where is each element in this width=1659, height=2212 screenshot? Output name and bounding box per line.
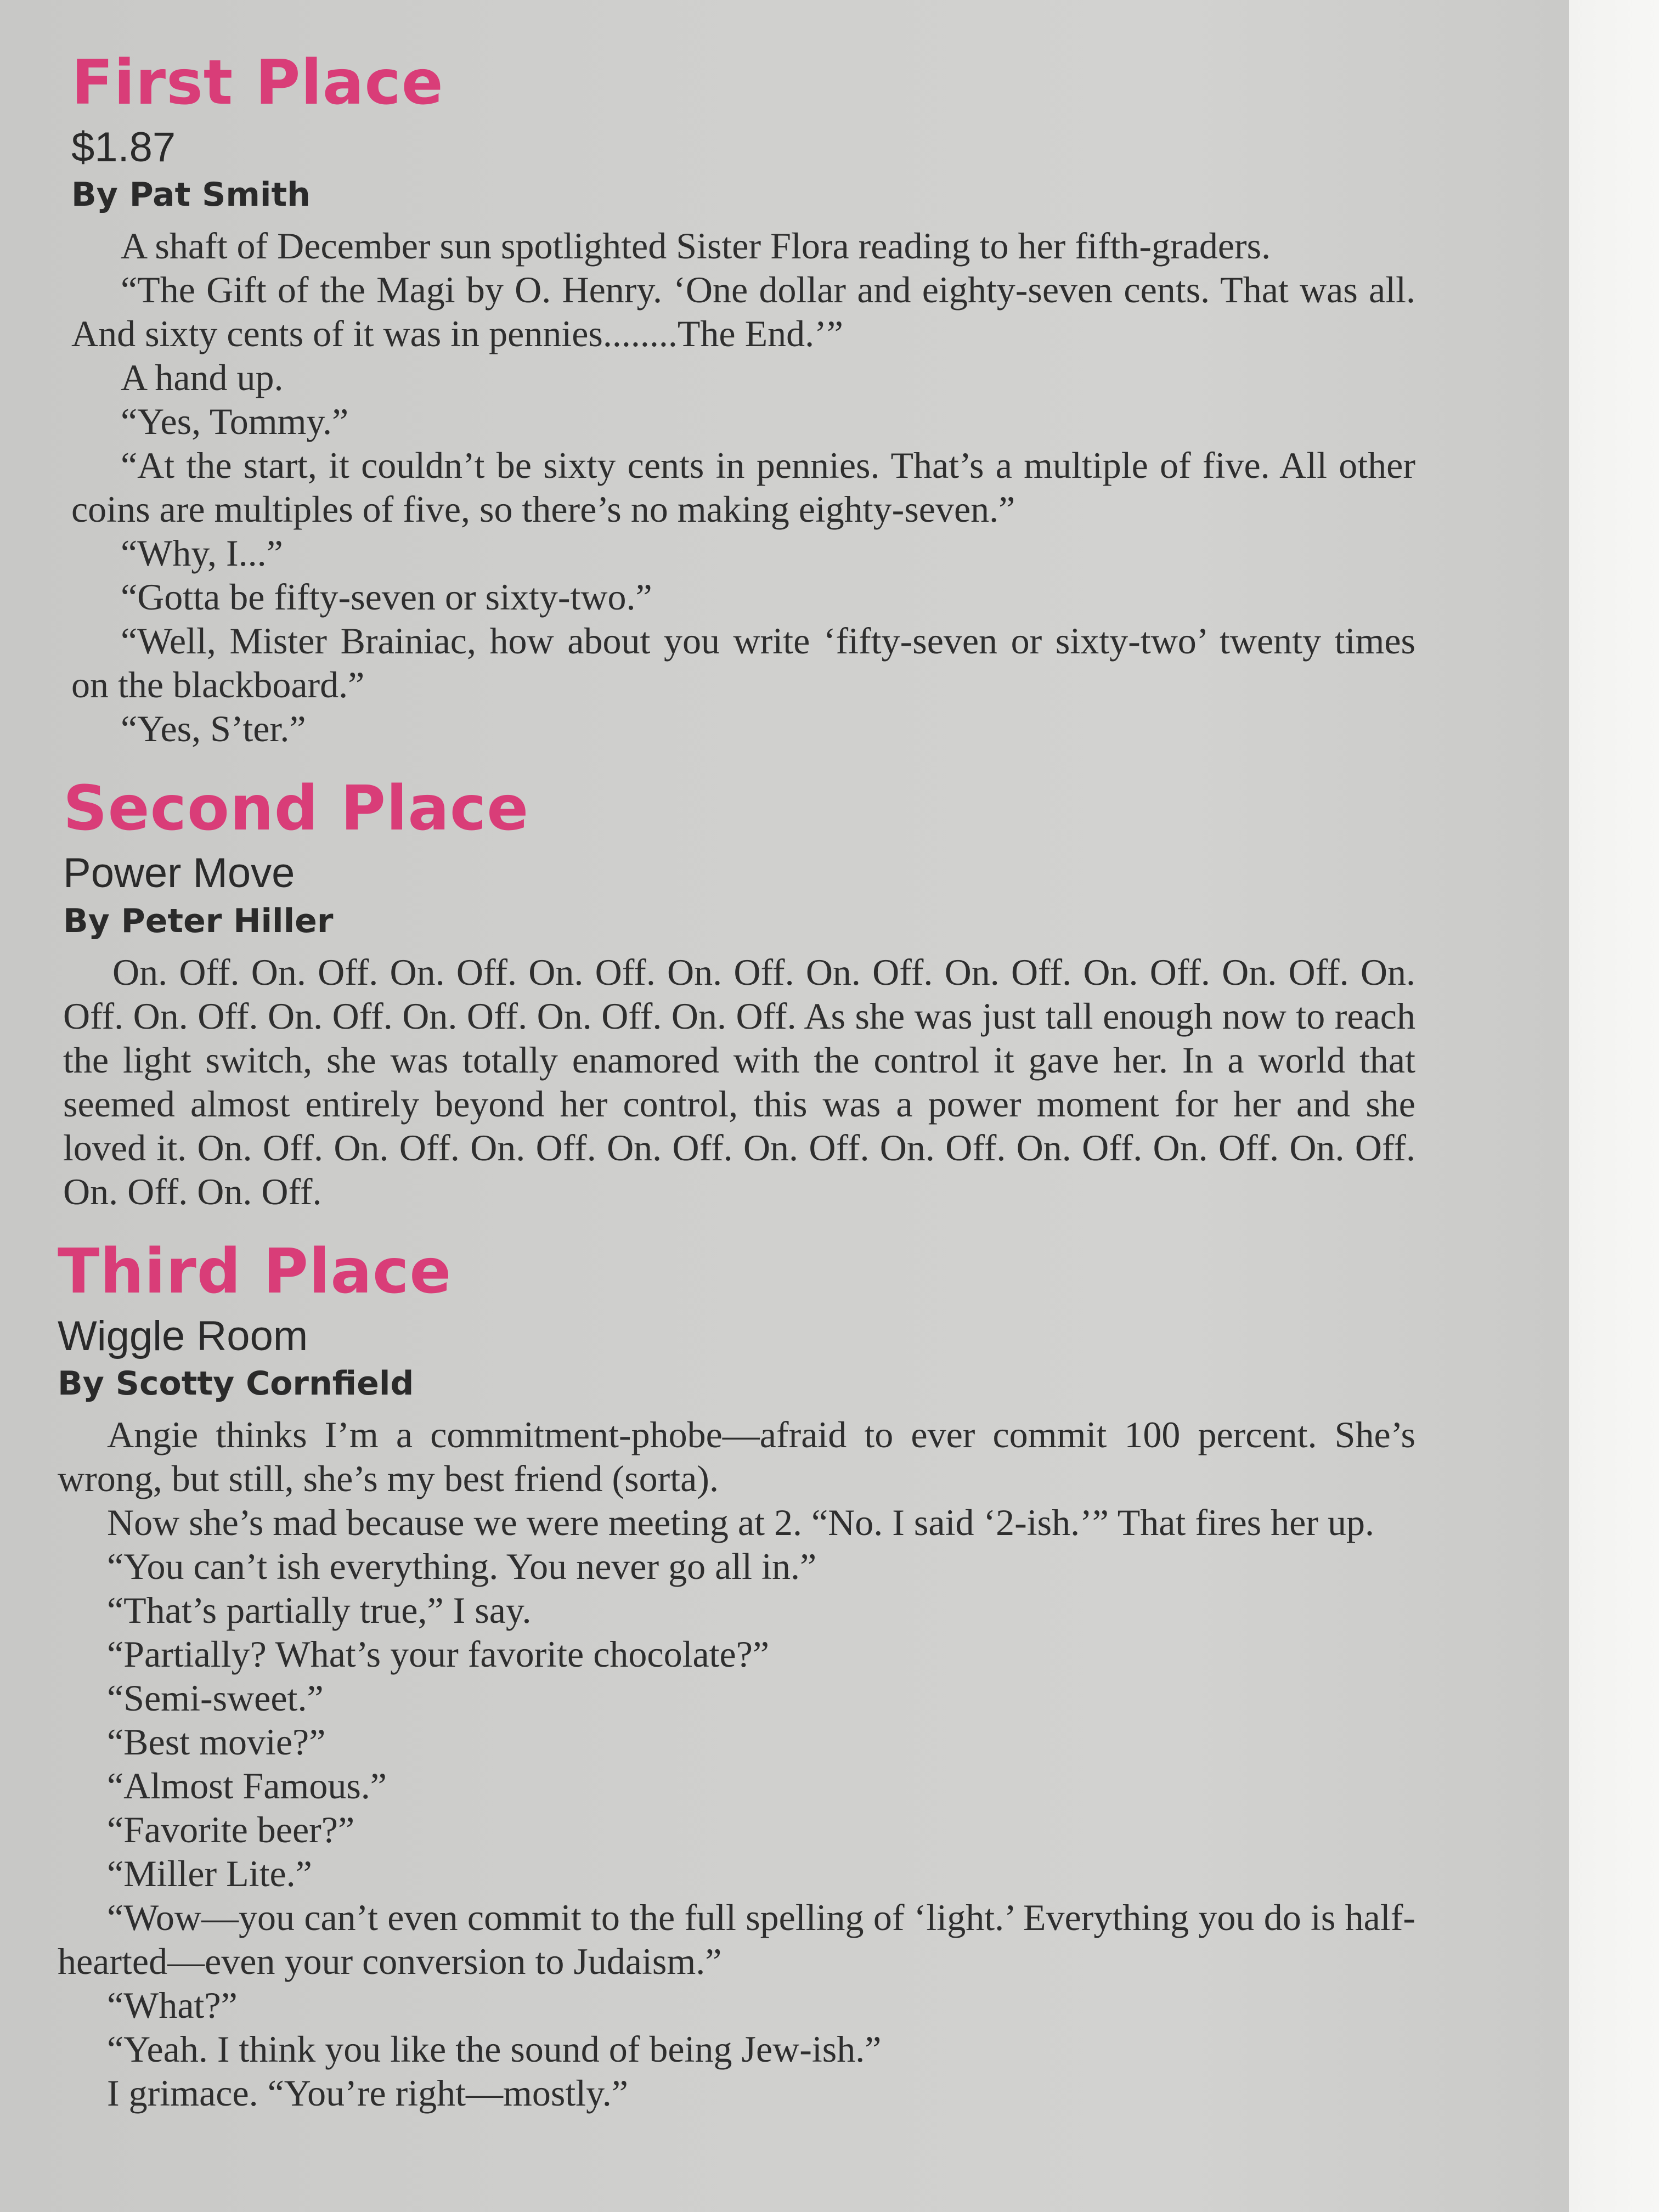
place-heading: First Place <box>71 47 444 119</box>
story-author: By Scotty Cornfield <box>58 1364 414 1403</box>
story-first-place <box>71 47 1415 751</box>
paragraph: Angie thinks I’m a commitment-phobe—afraid to ever commit 100 percent. She’s wrong, but still, she’s my best friend (sorta). <box>58 1414 1415 1500</box>
paragraph: “Yes, Tommy.” <box>121 400 349 443</box>
paragraph: “The Gift of the Magi by O. Henry. ‘One dollar and eighty-seven cents. That was all. And sixty cents of it was in pennies........The End.’” <box>71 269 1415 355</box>
story-author: By Peter Hiller <box>63 901 334 940</box>
page-edge <box>1569 0 1659 2212</box>
paragraph: Now she’s mad because we were meeting at 2. “No. I said ‘2-ish.’” That fires her up. <box>107 1502 1374 1544</box>
paragraph: “Almost Famous.” <box>107 1765 387 1807</box>
story-second-place <box>63 773 1415 1213</box>
story-body <box>71 224 1415 751</box>
story-title: $1.87 <box>71 124 176 171</box>
paragraph: “Well, Mister Brainiac, how about you write ‘fifty-seven or sixty-two’ twenty times on the blackboard.” <box>71 620 1415 706</box>
place-heading: Third Place <box>58 1235 452 1307</box>
paragraph: “Why, I...” <box>121 532 283 574</box>
story-title: Wiggle Room <box>58 1312 308 1359</box>
paragraph: “You can’t ish everything. You never go all in.” <box>107 1545 817 1588</box>
paragraph: “Semi-sweet.” <box>107 1677 324 1719</box>
paragraph: “Best movie?” <box>107 1721 326 1763</box>
paragraph: “Yes, S’ter.” <box>121 708 306 750</box>
story-body <box>58 1413 1415 2115</box>
story-third-place <box>58 1235 1415 2115</box>
contest-results-column <box>58 47 1415 2142</box>
paragraph: “That’s partially true,” I say. <box>107 1589 532 1632</box>
story-author: By Pat Smith <box>71 176 311 215</box>
paragraph: “Favorite beer?” <box>107 1809 355 1851</box>
paragraph: “Gotta be fifty-seven or sixty-two.” <box>121 576 652 618</box>
paragraph: “At the start, it couldn’t be sixty cents in pennies. That’s a multiple of five. All other coins are multiples of five, so there’s no making eighty-seven.” <box>71 444 1415 531</box>
story-title: Power Move <box>63 850 295 897</box>
paragraph: A hand up. <box>121 357 284 399</box>
paragraph: “Yeah. I think you like the sound of being Jew-ish.” <box>107 2028 882 2070</box>
place-heading: Second Place <box>63 773 529 845</box>
paragraph: “Miller Lite.” <box>107 1853 312 1895</box>
story-body <box>63 950 1415 1214</box>
paragraph: “Partially? What’s your favorite chocolate?” <box>107 1633 770 1675</box>
paragraph: A shaft of December sun spotlighted Sister Flora reading to her fifth-graders. <box>121 225 1271 267</box>
paragraph: “What?” <box>107 1984 238 2027</box>
paragraph: “Wow—you can’t even commit to the full spelling of ‘light.’ Everything you do is half-hearted—even your conversion to Judaism.” <box>58 1897 1415 1983</box>
paragraph: I grimace. “You’re right—mostly.” <box>107 2072 628 2114</box>
paragraph: On. Off. On. Off. On. Off. On. Off. On. Off. On. Off. On. Off. On. Off. On. Off. On. Off. On. Off. On. Off. On. Off. On. Off. On. Off. As she was just tall enough now to reach the light switch, she was totally enamored with the control it gave her. In a world that seemed almost entirely beyond her control, this was a power moment for her and she loved it. On. Off. On. Off. On. Off. On. Off. On. Off. On. Off. On. Off. On. Off. On. Off. On. Off. On. Off. <box>63 951 1415 1212</box>
